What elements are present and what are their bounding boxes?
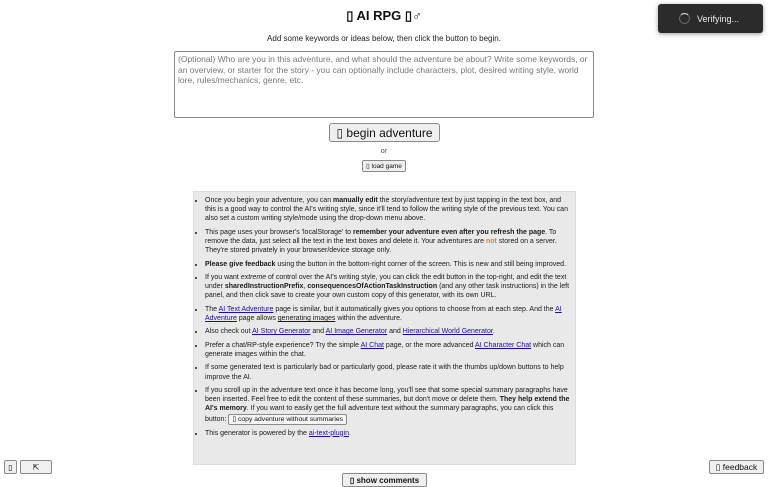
hierarchical-world-generator-link[interactable]: Hierarchical World Generator bbox=[402, 328, 493, 336]
copy-adventure-button[interactable]: ▯ copy adventure without summaries bbox=[228, 414, 347, 425]
ai-adventure-link[interactable]: AI Adventure bbox=[205, 305, 562, 322]
list-item: • Prefer a chat/RP-style experience? Try the simple AI Chat page, or the more advanced AI Character Chat which can generate images within the chat. bbox=[205, 341, 571, 359]
info-list bbox=[194, 196, 571, 438]
toast-text: Verifying... bbox=[697, 13, 740, 24]
list-item: • This page uses your browser's 'localStorage' to remember your adventure even after you refresh the page. To remove the data, just select all the text in the text boxes and delete it. Your adventures are not stored on a server. They're stored privately in your browser/device storage only. bbox=[205, 228, 571, 256]
verifying-toast bbox=[658, 4, 763, 33]
info-panel bbox=[193, 191, 576, 465]
page-title: ▯ AI RPG ▯♂ bbox=[346, 8, 422, 23]
list-item: • The AI Text Adventure page is similar, but it automatically gives you options to choose from at each step. And the AI Adventure page allows generating images within the adventure. bbox=[205, 305, 571, 323]
list-item: • Also check out AI Story Generator and AI Image Generator and Hierarchical World Generator. bbox=[205, 327, 571, 336]
list-item: • If you want extreme of control over the AI's writing style, you can click the edit button in the top-right, and edit the text under sharedInstructionPrefix, consequencesOfActionTaskInstruction (and any other task instructions) in the left panel, and then click save to create your own custom copy of this generator, with its own URL. bbox=[205, 273, 571, 301]
loading-spinner-icon bbox=[679, 13, 690, 24]
ai-character-chat-link[interactable]: AI Character Chat bbox=[475, 341, 532, 349]
load-game-button[interactable]: ▯ load game bbox=[362, 160, 406, 172]
list-item: • If you scroll up in the adventure text once it has become long, you'll see that some special summary paragraphs have been inserted. Feel free to edit the content of these summaries, but don't move or delete them. They help extend the AI's memory. If you want to easily get the full adventure text without the summary paragraphs, you can click this button: ▯ copy adventure without summaries bbox=[205, 386, 571, 425]
ai-text-plugin-link[interactable]: ai-text-plugin bbox=[308, 429, 349, 437]
ai-text-adventure-link[interactable]: AI Text Adventure bbox=[218, 305, 274, 313]
begin-adventure-button[interactable]: ▯ begin adventure bbox=[329, 123, 440, 142]
list-item: • If some generated text is particularly bad or particularly good, please rate it with the thumbs up/down buttons to help improve the AI. bbox=[205, 363, 571, 381]
page-subtitle: Add some keywords or ideas below, then click the button to begin. bbox=[267, 34, 501, 43]
show-comments-button[interactable]: ▯ show comments bbox=[342, 473, 427, 487]
feedback-button[interactable]: ▯ feedback bbox=[709, 460, 764, 474]
or-separator: or bbox=[380, 146, 388, 155]
ai-image-generator-link[interactable]: AI Image Generator bbox=[325, 328, 388, 336]
ai-story-generator-link[interactable]: AI Story Generator bbox=[252, 328, 311, 336]
collapse-icon[interactable]: ⇱ bbox=[20, 460, 52, 474]
list-item: • Please give feedback using the button in the bottom-right corner of the screen. This is new and still being improved. bbox=[205, 260, 571, 269]
list-item: • Once you begin your adventure, you can manually edit the story/adventure text by just tapping in the text box, and this is a good way to control the AI's writing style, since it'll tend to follow the writing style of the previous text. You can also set a custom writing style/mode using the drop-down menu above. bbox=[205, 196, 571, 224]
corner-menu-button[interactable]: ▯ bbox=[4, 460, 17, 474]
adventure-prompt-input[interactable] bbox=[174, 51, 594, 118]
ai-chat-link[interactable]: AI Chat bbox=[360, 341, 384, 349]
list-item: • This generator is powered by the ai-text-plugin. bbox=[205, 429, 571, 438]
